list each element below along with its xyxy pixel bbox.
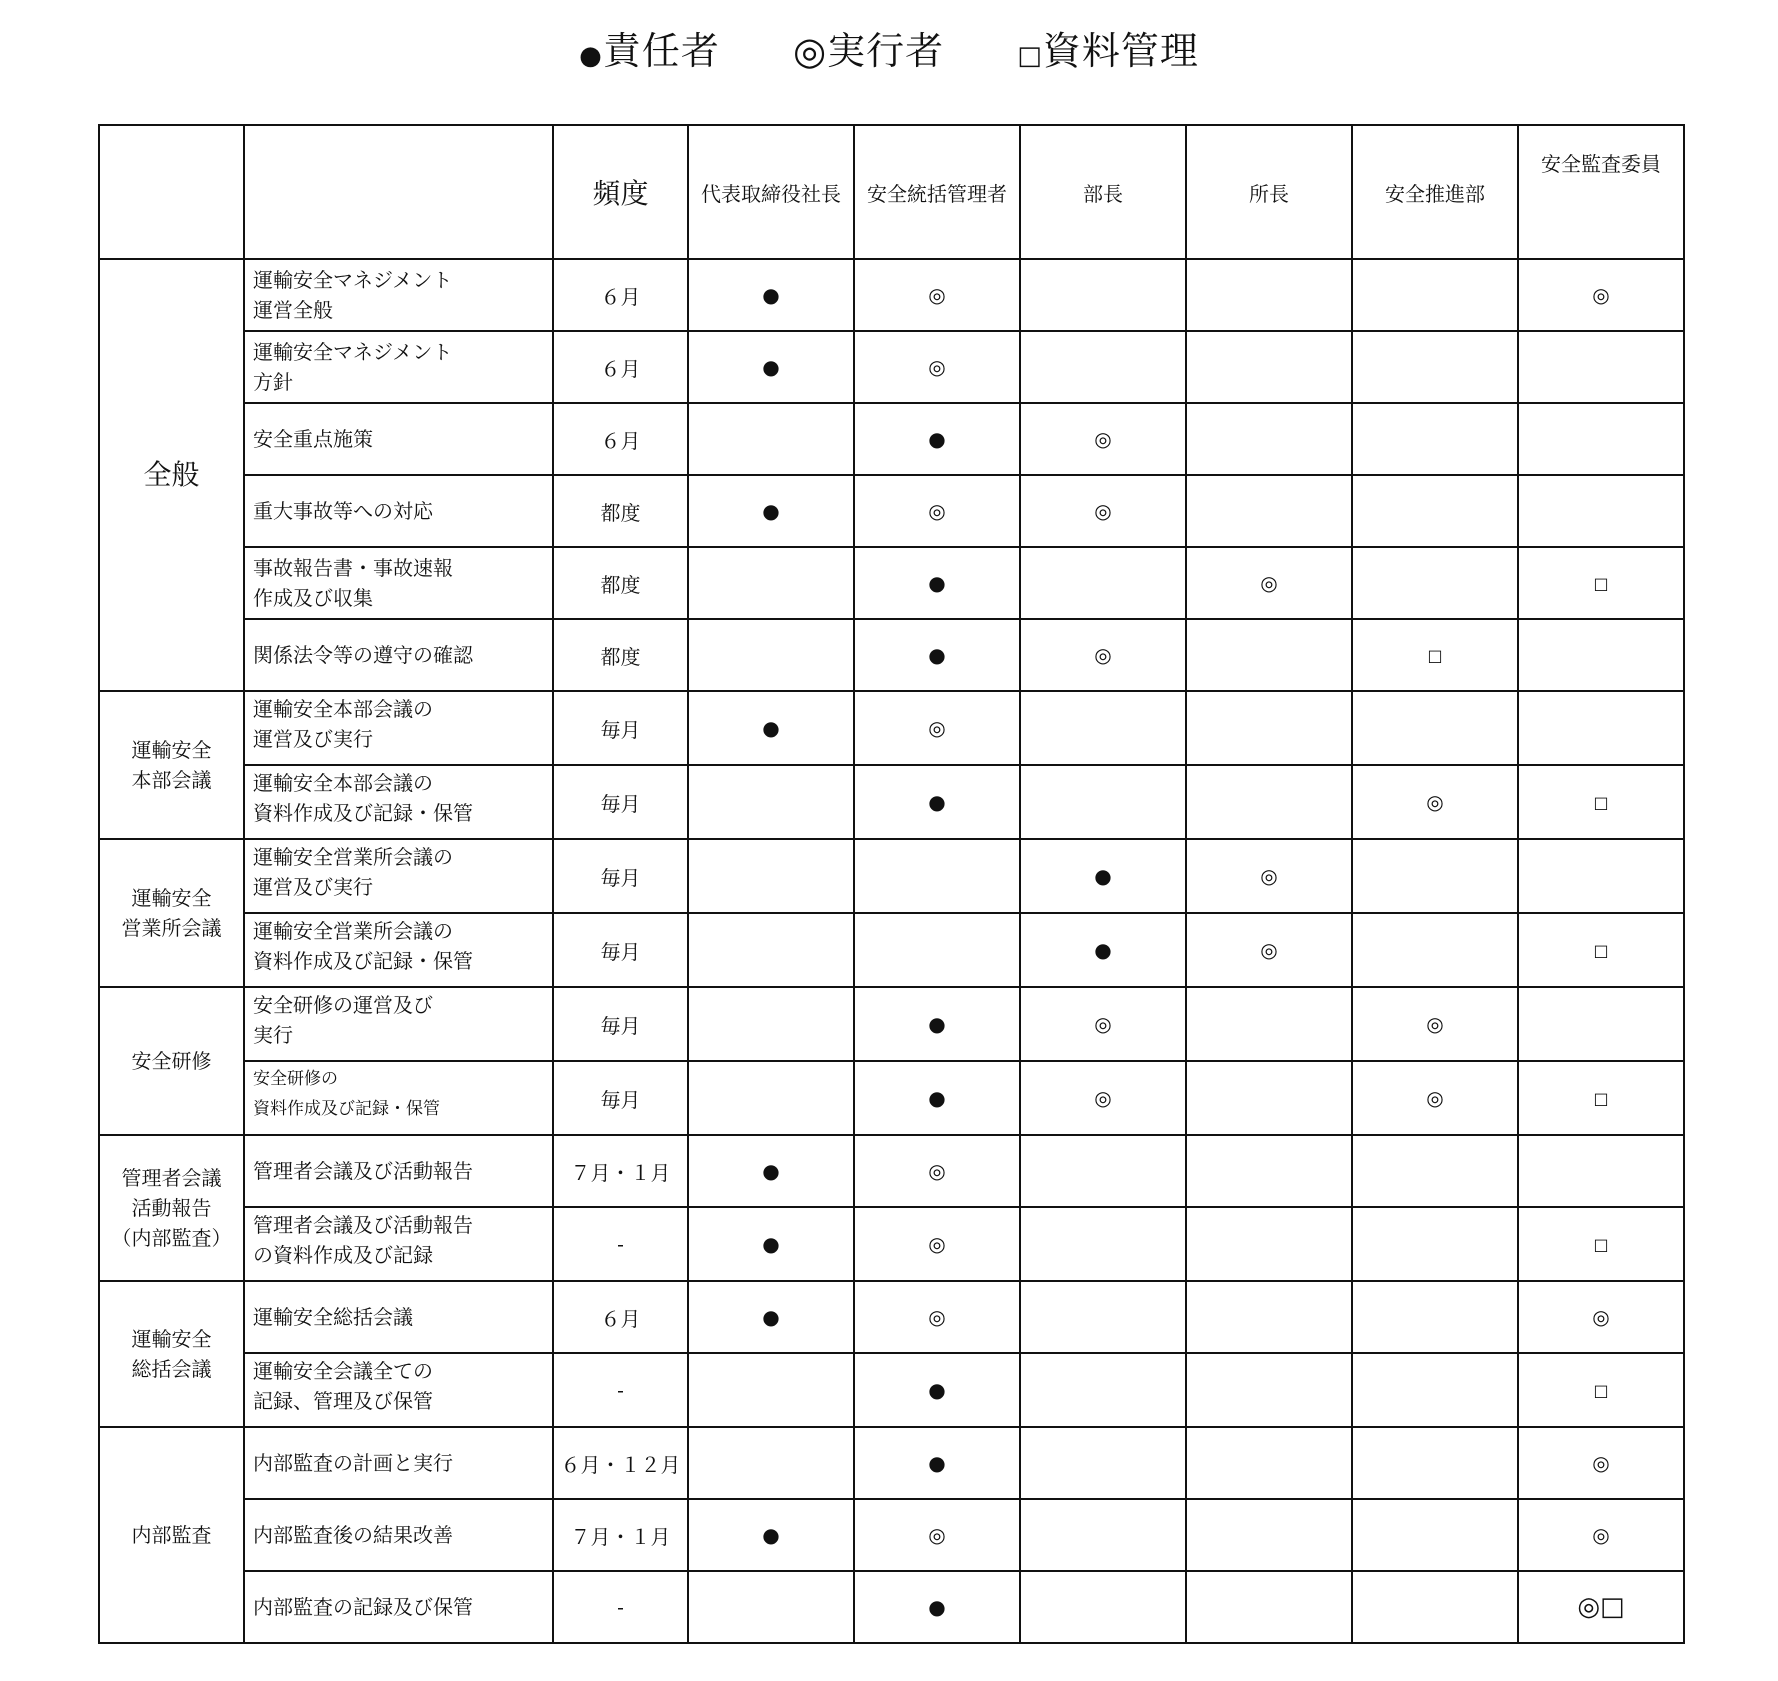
table-row [99,691,1684,765]
frequency-cell: 都度 [553,619,688,691]
mark-cell-office-head [1186,1353,1352,1427]
task-label-line: 資料作成及び記録・保管 [253,801,473,825]
legend-records [1017,20,1199,75]
task-label-line: 安全研修の運営及び [253,993,433,1017]
records-square-icon: □ [1017,41,1043,71]
header-task [244,125,553,259]
mark-cell-department-head [1020,1207,1186,1281]
task-cell [244,1499,553,1571]
mark-cell-office-head [1186,1281,1352,1353]
task-cell [244,1571,553,1643]
mark-cell-safety-promotion [1352,403,1518,475]
table-row [99,1281,1684,1353]
group-cell [99,839,244,987]
task-label-line: 方針 [253,370,293,394]
group-label-line: 本部会議 [131,768,212,792]
mark-cell-audit-committee [1518,619,1684,691]
mark-cell-department-head [1020,1571,1186,1643]
task-label-line: 実行 [253,1023,293,1047]
mark-cell-safety-promotion [1352,1427,1518,1499]
mark-cell-safety-manager: ◎ [854,1207,1020,1281]
mark-cell-president: ● [688,259,854,331]
mark-cell-president [688,765,854,839]
mark-cell-president [688,619,854,691]
task-label-line: 内部監査の記録及び保管 [253,1595,473,1619]
header-role-president: 代表取締役社長 [688,125,854,259]
header-role-office-head: 所長 [1186,125,1352,259]
task-label-line: 運輸安全本部会議の [253,771,433,795]
table-row [99,1135,1684,1207]
table-row [99,987,1684,1061]
responsible-dot-icon: ● [579,41,603,71]
group-label-line: 安全研修 [131,1049,212,1073]
mark-cell-safety-manager [854,913,1020,987]
frequency-cell: ６月 [553,259,688,331]
header-role-department-head: 部長 [1020,125,1186,259]
task-cell [244,619,553,691]
frequency-cell: ６月・１２月 [553,1427,688,1499]
mark-cell-safety-manager [854,839,1020,913]
frequency-cell: 毎月 [553,913,688,987]
mark-cell-department-head: ● [1020,839,1186,913]
header-frequency: 頻度 [553,125,688,259]
mark-cell-safety-promotion [1352,331,1518,403]
task-label-line: 内部監査後の結果改善 [253,1523,453,1547]
frequency-cell: ６月 [553,403,688,475]
table-row [99,1207,1684,1281]
mark-cell-office-head [1186,1135,1352,1207]
task-label-line: の資料作成及び記録 [253,1243,433,1267]
mark-cell-department-head [1020,1499,1186,1571]
mark-cell-safety-manager: ◎ [854,1499,1020,1571]
mark-cell-safety-promotion: □ [1352,619,1518,691]
legend-executor-label: 実行者 [827,29,945,73]
mark-cell-audit-committee [1518,691,1684,765]
task-label-line: 安全研修の [253,1069,338,1089]
group-cell [99,691,244,839]
table-row [99,765,1684,839]
group-label-line: 営業所会議 [121,916,222,940]
mark-cell-president [688,1353,854,1427]
mark-cell-office-head: ◎ [1186,839,1352,913]
mark-cell-office-head [1186,1571,1352,1643]
mark-cell-department-head [1020,1135,1186,1207]
group-label-line: 総括会議 [131,1357,212,1381]
task-label-line: 資料作成及び記録・保管 [253,1099,440,1119]
mark-cell-department-head [1020,765,1186,839]
mark-cell-safety-manager: ● [854,619,1020,691]
mark-cell-president: ● [688,331,854,403]
group-cell [99,1281,244,1427]
table-row [99,259,1684,331]
frequency-cell: ７月・１月 [553,1135,688,1207]
table-row [99,1353,1684,1427]
group-cell [99,987,244,1135]
table-row [99,913,1684,987]
task-cell [244,1427,553,1499]
mark-cell-department-head [1020,691,1186,765]
task-label-line: 記録、管理及び保管 [253,1389,433,1413]
task-label-line: 安全重点施策 [253,427,373,451]
task-cell [244,1207,553,1281]
mark-cell-safety-promotion [1352,1353,1518,1427]
mark-cell-office-head [1186,619,1352,691]
frequency-cell: 毎月 [553,1061,688,1135]
mark-cell-department-head [1020,547,1186,619]
task-cell [244,1281,553,1353]
mark-cell-safety-promotion [1352,475,1518,547]
frequency-cell: - [553,1353,688,1427]
mark-cell-safety-promotion: ◎ [1352,1061,1518,1135]
header-role-audit-committee: 安全監査委員 [1518,125,1684,259]
table-row [99,475,1684,547]
mark-cell-audit-committee: □ [1518,913,1684,987]
task-label-line: 内部監査の計画と実行 [253,1451,453,1475]
mark-cell-audit-committee: ◎ [1518,1427,1684,1499]
group-label-line: 全般 [143,458,200,491]
mark-cell-department-head [1020,331,1186,403]
mark-cell-safety-promotion: ◎ [1352,987,1518,1061]
mark-cell-department-head [1020,1353,1186,1427]
mark-cell-safety-promotion [1352,839,1518,913]
mark-cell-office-head [1186,1499,1352,1571]
task-label-line: 運輸安全マネジメント [253,340,453,364]
mark-cell-safety-promotion [1352,1207,1518,1281]
mark-cell-department-head: ◎ [1020,1061,1186,1135]
mark-cell-audit-committee [1518,475,1684,547]
mark-cell-safety-manager: ● [854,547,1020,619]
mark-cell-office-head [1186,475,1352,547]
task-label-line: 関係法令等の遵守の確認 [253,643,473,667]
mark-cell-department-head [1020,1281,1186,1353]
table-row [99,403,1684,475]
mark-cell-safety-promotion [1352,691,1518,765]
mark-cell-office-head [1186,1207,1352,1281]
table-row [99,1427,1684,1499]
mark-cell-audit-committee [1518,1135,1684,1207]
mark-cell-department-head: ● [1020,913,1186,987]
mark-cell-safety-promotion [1352,1281,1518,1353]
mark-cell-safety-manager: ◎ [854,691,1020,765]
mark-cell-audit-committee: □ [1518,1207,1684,1281]
mark-cell-president [688,987,854,1061]
mark-cell-president [688,403,854,475]
legend-responsible [579,20,720,75]
group-label-line: 管理者会議 [121,1166,222,1190]
mark-cell-president: ● [688,1207,854,1281]
task-label-line: 作成及び収集 [253,586,373,610]
mark-cell-president: ● [688,1135,854,1207]
mark-cell-office-head [1186,765,1352,839]
task-cell [244,259,553,331]
table-row [99,1499,1684,1571]
frequency-cell: 毎月 [553,839,688,913]
frequency-cell: ７月・１月 [553,1499,688,1571]
mark-cell-department-head: ◎ [1020,987,1186,1061]
mark-cell-office-head [1186,259,1352,331]
frequency-cell: 毎月 [553,987,688,1061]
mark-cell-safety-manager: ● [854,1353,1020,1427]
header-group [99,125,244,259]
group-label-line: 内部監査 [131,1523,212,1547]
mark-cell-safety-manager: ● [854,765,1020,839]
mark-cell-safety-manager: ● [854,1061,1020,1135]
mark-cell-audit-committee [1518,839,1684,913]
mark-cell-audit-committee: □ [1518,1061,1684,1135]
mark-cell-audit-committee: ◎ [1518,259,1684,331]
mark-cell-office-head [1186,331,1352,403]
mark-cell-president [688,1571,854,1643]
mark-cell-safety-promotion [1352,259,1518,331]
task-label-line: 事故報告書・事故速報 [253,556,453,580]
mark-cell-office-head [1186,987,1352,1061]
mark-cell-office-head [1186,403,1352,475]
task-cell [244,331,553,403]
table-row [99,1571,1684,1643]
mark-cell-safety-promotion [1352,1571,1518,1643]
task-cell [244,913,553,987]
executor-double-circle-icon: ◎ [792,29,828,73]
mark-cell-safety-promotion: ◎ [1352,765,1518,839]
frequency-cell: - [553,1207,688,1281]
table-body [99,125,1684,1643]
group-label-line: 運輸安全 [131,738,212,762]
mark-cell-safety-manager: ● [854,403,1020,475]
frequency-cell: 毎月 [553,765,688,839]
mark-cell-president [688,1427,854,1499]
mark-cell-department-head [1020,1427,1186,1499]
task-label-line: 運輸安全営業所会議の [253,919,453,943]
legend [0,20,1778,75]
mark-cell-audit-committee [1518,331,1684,403]
frequency-cell: 都度 [553,475,688,547]
mark-cell-department-head: ◎ [1020,475,1186,547]
mark-cell-president [688,547,854,619]
mark-cell-department-head [1020,259,1186,331]
mark-cell-safety-promotion [1352,1499,1518,1571]
mark-cell-audit-committee [1518,987,1684,1061]
mark-cell-audit-committee [1518,403,1684,475]
task-cell [244,691,553,765]
mark-cell-audit-committee: □ [1518,1353,1684,1427]
mark-cell-safety-promotion [1352,547,1518,619]
mark-cell-president: ● [688,475,854,547]
mark-cell-safety-promotion [1352,913,1518,987]
mark-cell-office-head: ◎ [1186,547,1352,619]
mark-cell-safety-promotion [1352,1135,1518,1207]
mark-cell-president [688,1061,854,1135]
mark-cell-president: ● [688,1499,854,1571]
mark-cell-safety-manager: ◎ [854,259,1020,331]
mark-cell-president: ● [688,691,854,765]
mark-cell-office-head: ◎ [1186,913,1352,987]
header-row [99,125,1684,259]
mark-cell-audit-committee: ◎□ [1518,1571,1684,1643]
legend-responsible-label: 責任者 [602,29,720,73]
task-label-line: 資料作成及び記録・保管 [253,949,473,973]
mark-cell-safety-manager: ● [854,987,1020,1061]
task-label-line: 運営全般 [253,298,333,322]
group-cell [99,1427,244,1643]
task-cell [244,403,553,475]
table-row [99,1061,1684,1135]
mark-cell-audit-committee: □ [1518,547,1684,619]
group-label-line: （内部監査） [111,1226,232,1250]
mark-cell-office-head [1186,691,1352,765]
mark-cell-president: ● [688,1281,854,1353]
mark-cell-president [688,839,854,913]
task-cell [244,765,553,839]
mark-cell-safety-manager: ● [854,1427,1020,1499]
task-label-line: 運輸安全マネジメント [253,268,453,292]
mark-cell-safety-manager: ◎ [854,1135,1020,1207]
frequency-cell: 都度 [553,547,688,619]
task-cell [244,1061,553,1135]
task-label-line: 管理者会議及び活動報告 [253,1213,473,1237]
mark-cell-president [688,913,854,987]
table-row [99,331,1684,403]
header-role-safety-manager: 安全統括管理者 [854,125,1020,259]
frequency-cell: ６月 [553,331,688,403]
task-cell [244,475,553,547]
mark-cell-audit-committee: □ [1518,765,1684,839]
frequency-cell: 毎月 [553,691,688,765]
group-label-line: 運輸安全 [131,1327,212,1351]
frequency-cell: - [553,1571,688,1643]
task-label-line: 運輸安全会議全ての [253,1359,433,1383]
mark-cell-safety-manager: ◎ [854,1281,1020,1353]
mark-cell-audit-committee: ◎ [1518,1281,1684,1353]
mark-cell-office-head [1186,1427,1352,1499]
responsibility-table [98,124,1685,1644]
mark-cell-safety-manager: ● [854,1571,1020,1643]
frequency-cell: ６月 [553,1281,688,1353]
task-cell [244,547,553,619]
task-label-line: 運輸安全営業所会議の [253,845,453,869]
mark-cell-audit-committee: ◎ [1518,1499,1684,1571]
table-row [99,619,1684,691]
table-row [99,547,1684,619]
task-cell [244,987,553,1061]
task-label-line: 運輸安全本部会議の [253,697,433,721]
group-label-line: 活動報告 [131,1196,212,1220]
task-cell [244,839,553,913]
mark-cell-department-head: ◎ [1020,619,1186,691]
group-cell [99,1135,244,1281]
task-label-line: 管理者会議及び活動報告 [253,1159,473,1183]
legend-records-label: 資料管理 [1042,29,1199,73]
mark-cell-office-head [1186,1061,1352,1135]
table-row [99,839,1684,913]
task-label-line: 運営及び実行 [253,727,373,751]
group-cell [99,259,244,691]
task-cell [244,1135,553,1207]
header-role-safety-promotion: 安全推進部 [1352,125,1518,259]
legend-executor [793,20,944,75]
task-label-line: 運営及び実行 [253,875,373,899]
task-cell [244,1353,553,1427]
mark-cell-safety-manager: ◎ [854,331,1020,403]
task-label-line: 重大事故等への対応 [253,499,433,523]
mark-cell-department-head: ◎ [1020,403,1186,475]
mark-cell-safety-manager: ◎ [854,475,1020,547]
task-label-line: 運輸安全総括会議 [253,1305,413,1329]
group-label-line: 運輸安全 [131,886,212,910]
